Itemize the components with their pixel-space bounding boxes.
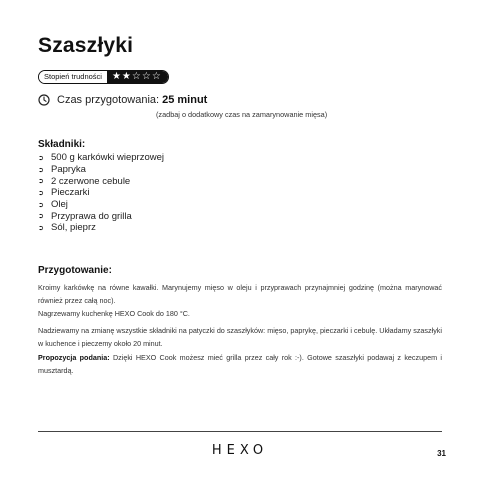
bullet-icon: ➲ — [38, 212, 44, 221]
bullet-icon: ➲ — [38, 153, 44, 162]
ingredient-item — [38, 152, 164, 164]
prep-time — [38, 94, 207, 106]
ingredient-item — [38, 210, 164, 222]
ingredient-text: Papryka — [51, 164, 86, 176]
ingredient-item — [38, 222, 164, 234]
bullet-icon: ➲ — [38, 177, 44, 186]
ingredient-item — [38, 199, 164, 211]
serving-label: Propozycja podania: — [38, 353, 110, 362]
preparation-heading: Przygotowanie: — [38, 265, 112, 276]
ingredient-text: Przyprawa do grilla — [51, 210, 132, 222]
bullet-icon: ➲ — [38, 165, 44, 174]
preparation-step: Nadziewamy na zmianę wszystkie składniki na patyczki do szaszłyków: mięso, paprykę, pieczarki i cebulę. Układamy szaszłyki w kuchence i pieczemy około 20 minut. — [38, 326, 442, 348]
preparation-step: Nagrzewamy kuchenkę HEXO Cook do 180 °C. — [38, 309, 190, 318]
recipe-title: Szaszłyki — [38, 34, 134, 57]
bullet-icon: ➲ — [38, 223, 44, 232]
prep-time-label: Czas przygotowania: — [57, 94, 160, 106]
serving-text: Dzięki HEXO Cook możesz mieć grilla przez cały rok :-). Gotowe szaszłyki podawaj z keczupem i musztardą. — [38, 353, 442, 375]
hexo-logo: HEXO — [211, 443, 269, 458]
footer-divider — [38, 431, 442, 432]
prep-time-value: 25 minut — [162, 94, 208, 106]
prep-time-note: (zadbaj o dodatkowy czas na zamarynowanie mięsa) — [156, 110, 328, 119]
clock-icon — [38, 94, 50, 106]
ingredient-text: Sól, pieprz — [51, 222, 96, 234]
ingredient-text: 2 czerwone cebule — [51, 175, 131, 187]
bullet-icon: ➲ — [38, 200, 44, 209]
ingredient-text: 500 g karkówki wieprzowej — [51, 152, 164, 164]
ingredients-heading: Składniki: — [38, 139, 86, 150]
ingredients-list — [38, 152, 164, 234]
serving-suggestion — [38, 352, 442, 377]
ingredient-text: Pieczarki — [51, 187, 90, 199]
difficulty-rating — [38, 70, 169, 84]
page-number: 31 — [437, 449, 446, 458]
ingredient-text: Olej — [51, 199, 68, 211]
ingredient-item — [38, 175, 164, 187]
bullet-icon: ➲ — [38, 188, 44, 197]
preparation-step: Kroimy karkówkę na równe kawałki. Marynujemy mięso w oleju i przyprawach przynajmniej godzinę (można marynować również przez całą noc). — [38, 283, 442, 305]
ingredient-item — [38, 187, 164, 199]
ingredient-item — [38, 164, 164, 176]
difficulty-stars: ★★☆☆☆ — [107, 71, 168, 83]
difficulty-label: Stopień trudności — [39, 71, 107, 83]
